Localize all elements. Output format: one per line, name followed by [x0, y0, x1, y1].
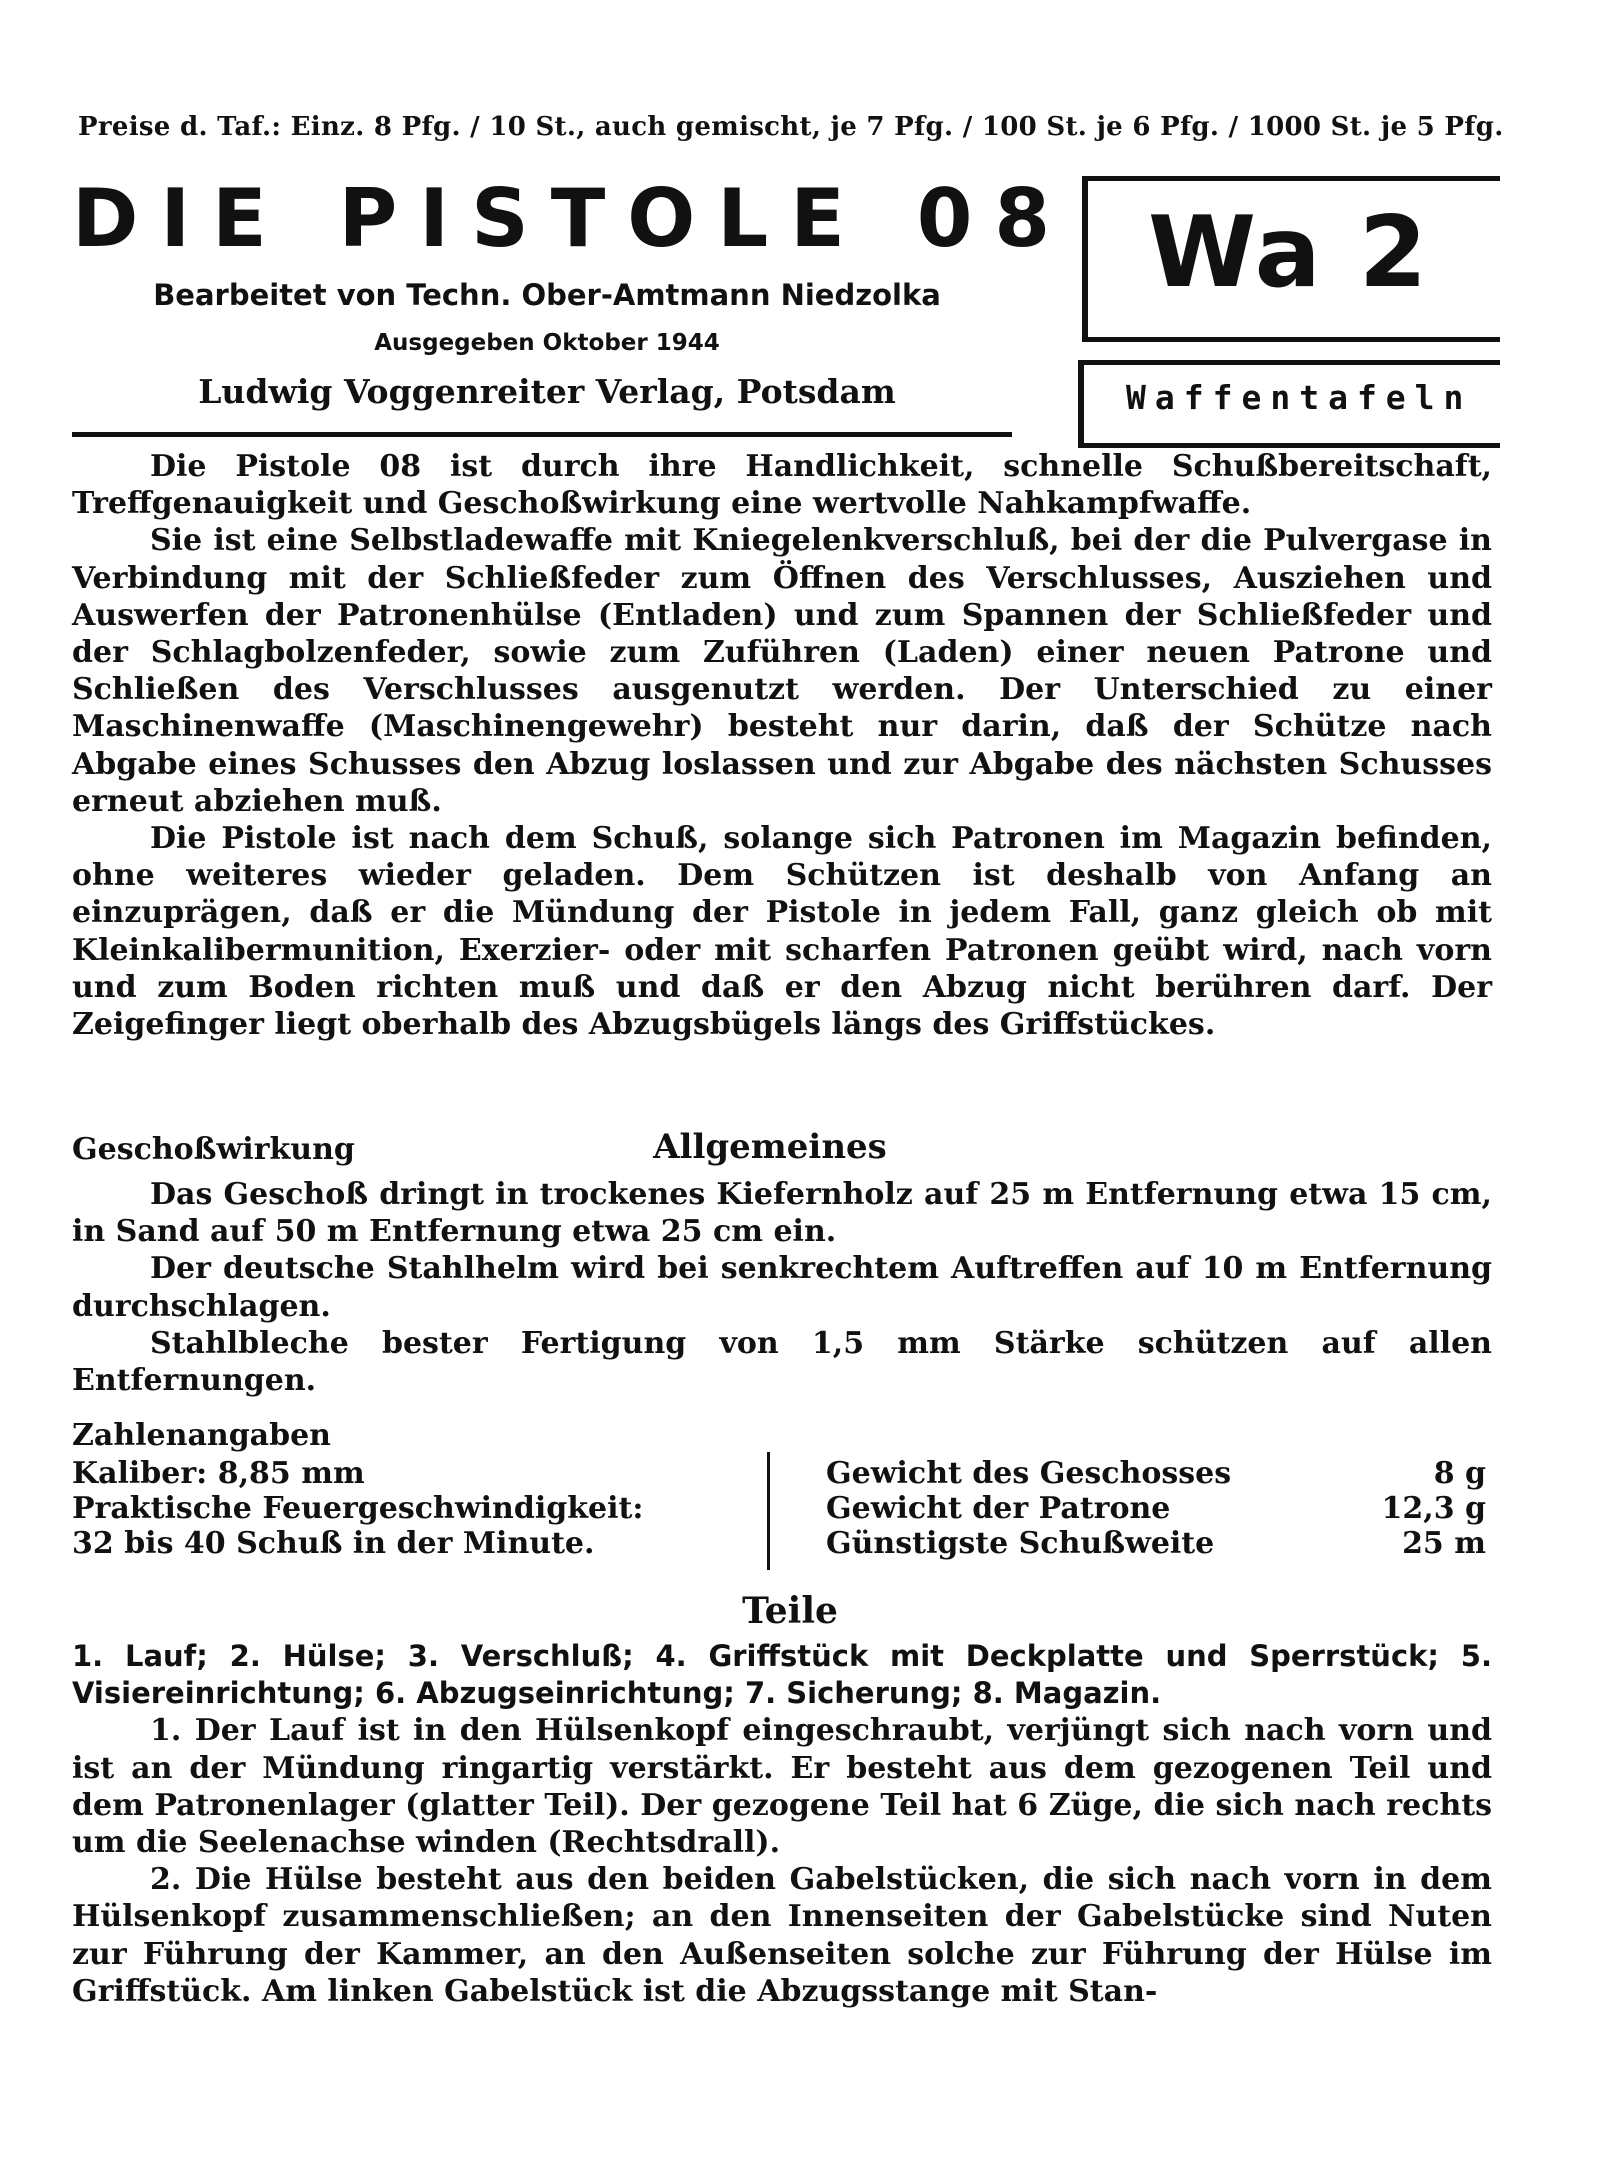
effect-paragraph: Das Geschoß dringt in trockenes Kiefernholz auf 25 m Entfernung etwa 15 cm, in Sand auf 50 m Entfernung etwa 25 cm ein. [72, 1177, 1492, 1250]
price-line: Preise d. Taf.: Einz. 8 Pfg. / 10 St., auch gemischt, je 7 Pfg. / 100 St. je 6 Pfg. / 1000 St. je 5 Pfg. [78, 112, 1504, 142]
effect-paragraph: Stahlbleche bester Fertigung von 1,5 mm Stärke schützen auf allen Entfernungen. [72, 1325, 1492, 1399]
intro-section [72, 448, 1492, 1043]
effect-section [72, 1176, 1492, 1399]
data-label: Günstigste Schußweite [826, 1526, 1215, 1561]
parts-list: 1. Lauf; 2. Hülse; 3. Verschluß; 4. Griffstück mit Deckplatte und Sperrstück; 5. Visiereinrichtung; 6. Abzugseinrichtung; 7. Sicherung; 8. Magazin. [72, 1639, 1492, 1711]
data-label: Gewicht des Geschosses [826, 1456, 1232, 1491]
series-code: Wa 2 [1148, 196, 1430, 310]
series-name: Waffentafeln [1126, 378, 1473, 417]
effect-paragraph: Der deutsche Stahlhelm wird bei senkrechtem Auftreffen auf 10 m Entfernung durchschlagen. [72, 1251, 1492, 1324]
data-fire-rate-label: Praktische Feuergeschwindigkeit: [72, 1491, 644, 1526]
data-left-column [72, 1456, 672, 1561]
column-divider [767, 1452, 770, 1570]
data-caliber: Kaliber: 8,85 mm [72, 1456, 365, 1491]
parts-paragraph: 1. Der Lauf ist in den Hülsenkopf eingeschraubt, verjüngt sich nach vorn und ist an der Mündung ringartig verstärkt. Er besteht aus dem gezogenen Teil und dem Patronenlager (glatter Teil). Der gezogene Teil hat 6 Züge, die sich nach rechts um die Seelenachse winden (Rechtsdrall). [72, 1713, 1492, 1861]
data-row [826, 1491, 1486, 1526]
heading-effect: Geschoßwirkung [72, 1132, 355, 1167]
data-value: 8 g [1433, 1456, 1486, 1491]
heading-data: Zahlenangaben [72, 1418, 331, 1453]
author-line: Bearbeitet von Techn. Ober-Amtmann Niedzolka [153, 278, 941, 312]
data-value: 25 m [1402, 1526, 1486, 1561]
data-right-column [826, 1456, 1486, 1561]
intro-paragraph: Sie ist eine Selbstladewaffe mit Kniegelenkverschluß, bei der die Pulvergase in Verbindung mit der Schließfeder zum Öffnen des Verschlusses, Ausziehen und Auswerfen der Patronenhülse (Entladen) und zum Spannen der Schließfeder und der Schlagbolzenfeder, sowie zum Zuführen (Laden) einer neuen Patrone und Schließen des Verschlusses ausgenutzt werden. Der Unterschied zu einer Maschinenwaffe (Maschinengewehr) besteht nur darin, daß der Schütze nach Abgabe eines Schusses den Abzug loslassen und zur Abgabe des nächsten Schusses erneut abziehen muß. [72, 523, 1492, 819]
parts-paragraph: 2. Die Hülse besteht aus den beiden Gabelstücken, die sich nach vorn in dem Hülsenkopf zusammenschließen; an den Innenseiten der Gabelstücke sind Nuten zur Führung der Kammer, an den Außenseiten solche zur Führung der Hülse im Griffstück. Am linken Gabelstück ist die Abzugsstange mit Stan- [72, 1862, 1492, 2009]
data-row [826, 1526, 1486, 1561]
heading-general: Allgemeines [653, 1127, 887, 1167]
issue-date: Ausgegeben Oktober 1944 [374, 330, 720, 356]
data-row [826, 1456, 1486, 1491]
publisher-line: Ludwig Voggenreiter Verlag, Potsdam [198, 372, 896, 411]
data-value: 12,3 g [1381, 1491, 1486, 1526]
data-label: Gewicht der Patrone [826, 1491, 1171, 1526]
parts-section [72, 1638, 1492, 2010]
header-rule [72, 432, 1012, 437]
document-title: DIE PISTOLE 08 [72, 172, 1073, 265]
intro-paragraph: Die Pistole ist nach dem Schuß, solange sich Patronen im Magazin befinden, ohne weiteres wieder geladen. Dem Schützen ist deshalb von Anfang an einzuprägen, daß er die Mündung der Pistole in jedem Fall, ganz gleich ob mit Kleinkalibermunition, Exerzier- oder mit scharfen Patronen geübt wird, nach vorn und zum Boden richten muß und daß er den Abzug nicht berühren darf. Der Zeigefinger liegt oberhalb des Abzugsbügels längs des Griffstückes. [72, 821, 1492, 1043]
data-fire-rate-value: 32 bis 40 Schuß in der Minute. [72, 1526, 595, 1561]
intro-paragraph: Die Pistole 08 ist durch ihre Handlichkeit, schnelle Schußbereitschaft, Treffgenauigkeit und Geschoßwirkung eine wertvolle Nahkampfwaffe. [72, 449, 1492, 522]
heading-parts: Teile [742, 1590, 838, 1632]
